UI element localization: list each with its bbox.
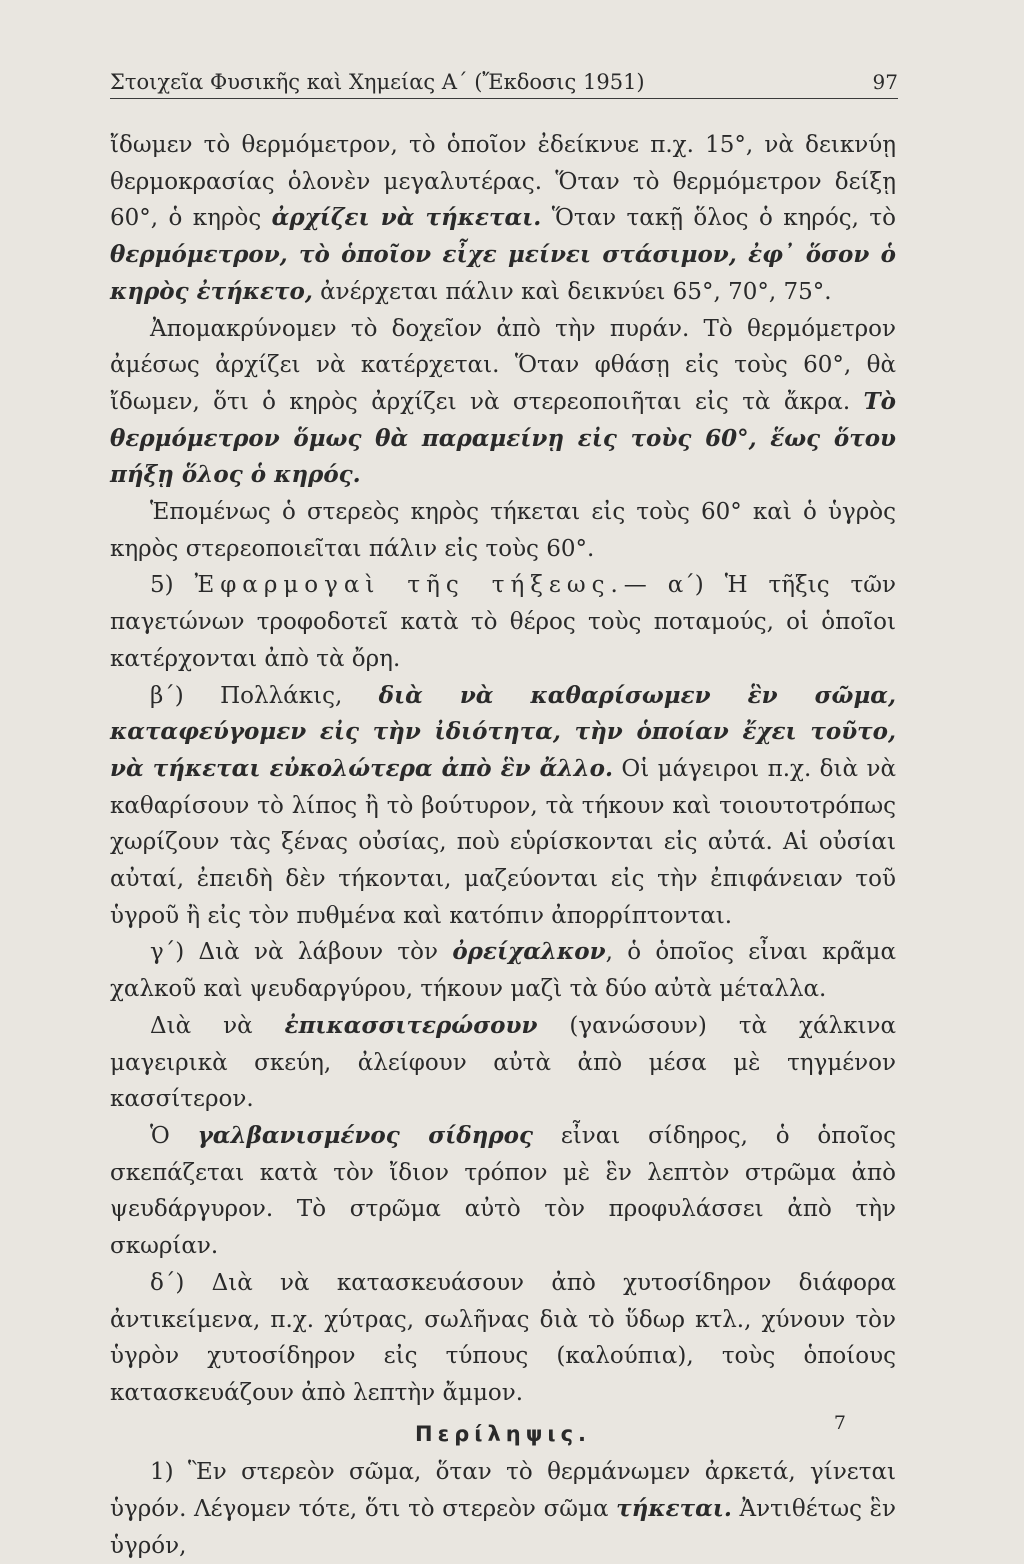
paragraph bbox=[110, 311, 896, 495]
text-run: ἴδωμεν τὸ θερμόμετρον, τὸ ὁποῖον ἐδείκνυε π.χ. 15°, νὰ δεικνύῃ θερμοκρασίας ὁλονὲν μεγαλυτέρας. Ὅταν τὸ θερμόμετρον δείξῃ 60°, ὁ κηρὸς bbox=[110, 132, 896, 232]
text-run: Ἀντιθέτως ἓν ὑγρόν, bbox=[110, 1496, 896, 1559]
text-run: , ὁ ὁποῖος εἶναι κρᾶμα χαλκοῦ καὶ ψευδαργύρου, τήκουν μαζὶ τὰ δύο αὐτὰ μέταλλα. bbox=[110, 939, 896, 1003]
emphasized-text: διὰ νὰ καθαρίσωμεν ἓν σῶμα, καταφεύγομεν εἰς τὴν ἰδιότητα, τὴν ὁποίαν ἔχει τοῦτο, νὰ τήκεται εὐκολώτερα ἀπὸ ἓν ἄλλο. bbox=[110, 681, 896, 782]
emphasized-text: ἀρχίζει νὰ τήκεται. bbox=[271, 204, 542, 232]
text-run: Διὰ νὰ bbox=[150, 1012, 285, 1039]
text-run: Ὁ bbox=[150, 1122, 198, 1149]
spaced-heading-text: Ἐφαρμογαὶ τῆς τήξεως. bbox=[194, 572, 624, 599]
paragraph bbox=[110, 1118, 896, 1265]
text-run: — α΄) Ἡ τῆξις τῶν παγετώνων τροφοδοτεῖ κατὰ τὸ θέρος τοὺς ποταμούς, οἱ ὁποῖοι κατέρχονται ἀπὸ τὰ ὄρη. bbox=[110, 572, 896, 672]
page-number: 97 bbox=[872, 70, 898, 94]
text-run: β΄) Πολλάκις, bbox=[150, 682, 379, 709]
paragraph bbox=[110, 494, 896, 567]
paragraph bbox=[110, 1265, 896, 1412]
summary-heading: Περίληψις. bbox=[415, 1421, 591, 1446]
running-title: Στοιχεῖα Φυσικῆς καὶ Χημείας Α΄ (Ἔκδοσις 1951) bbox=[110, 70, 645, 94]
text-run: Ἑπομένως ὁ στερεὸς κηρὸς τήκεται εἰς τοὺς 60° καὶ ὁ ὑγρὸς κηρὸς στερεοποιεῖται πάλιν εἰς τοὺς 60°. bbox=[110, 499, 896, 562]
emphasized-text: Τὸ θερμόμετρον ὅμως θὰ παραμείνῃ εἰς τοὺς 60°, ἕως ὅτου πήξῃ ὅλος ὁ κηρός. bbox=[110, 387, 896, 489]
text-run: ἀνέρχεται πάλιν καὶ δεικνύει 65°, 70°, 75°. bbox=[312, 278, 832, 305]
emphasized-text: τήκεται. bbox=[616, 1495, 732, 1523]
emphasized-text: θερμόμετρον, τὸ ὁποῖον εἶχε μείνει στάσιμον, ἐφ᾿ ὅσον ὁ κηρὸς ἐτήκετο, bbox=[110, 241, 896, 305]
running-header bbox=[110, 70, 898, 99]
emphasized-text: ἐπικασσιτερώσουν bbox=[284, 1011, 538, 1039]
text-run: Ὅταν τακῇ ὅλος ὁ κηρός, τὸ bbox=[541, 205, 896, 232]
printer-signature-mark: 7 bbox=[833, 1412, 846, 1434]
text-run: εἶναι σίδηρος, ὁ ὁποῖος σκεπάζεται κατὰ τὸν ἴδιον τρόπον μὲ ἓν λεπτὸν στρῶμα ἀπὸ ψευδάργυρον. Τὸ στρῶμα αὐτὸ τὸν προφυλάσσει ἀπὸ τὴν σκωρίαν. bbox=[110, 1122, 896, 1260]
emphasized-text: ὀρείχαλκον bbox=[452, 938, 606, 966]
paragraph bbox=[110, 567, 896, 677]
paragraph bbox=[110, 678, 896, 935]
page-body bbox=[110, 127, 896, 1564]
text-run: 5) bbox=[150, 572, 195, 599]
text-run: Οἱ μάγειροι π.χ. διὰ νὰ καθαρίσουν τὸ λίπος ἢ τὸ βούτυρον, τὰ τήκουν καὶ τοιουτοτρόπως χωρίζουν τὰς ξένας οὐσίας, ποὺ εὑρίσκονται εἰς αὐτά. Αἱ οὐσίαι αὐταί, ἐπειδὴ δὲν τήκονται, μαζεύονται εἰς τὴν ἐπιφάνειαν τοῦ ὑγροῦ ἢ εἰς τὸν πυθμένα καὶ κατόπιν ἀπορρίπτονται. bbox=[110, 755, 896, 929]
text-run: Ἀπομακρύνομεν τὸ δοχεῖον ἀπὸ τὴν πυράν. Τὸ θερμόμετρον ἀμέσως ἀρχίζει νὰ κατέρχεται. Ὅταν φθάσῃ εἰς τοὺς 60°, θὰ ἴδωμεν, ὅτι ὁ κηρὸς ἀρχίζει νὰ στερεοποιῆται εἰς τὰ ἄκρα. bbox=[110, 315, 896, 415]
summary-paragraph bbox=[110, 1454, 896, 1564]
text-run: 1) Ἓν στερεὸν σῶμα, ὅταν τὸ θερμάνωμεν ἀρκετά, γίνεται ὑγρόν. Λέγομεν τότε, ὅτι τὸ στερεὸν σῶμα bbox=[110, 1459, 896, 1523]
text-run: (γανώσουν) τὰ χάλκινα μαγειρικὰ σκεύη, ἀλείφουν αὐτὰ ἀπὸ μέσα μὲ τηγμένον κασσίτερον. bbox=[110, 1012, 896, 1113]
text-run: δ΄) Διὰ νὰ κατασκευάσουν ἀπὸ χυτοσίδηρον διάφορα ἀντικείμενα, π.χ. χύτρας, σωλῆνας διὰ τὸ ὕδωρ κτλ., χύνουν τὸν ὑγρὸν χυτοσίδηρον εἰς τύπους (καλούπια), τοὺς ὁποίους κατασκευάζουν ἀπὸ λεπτὴν ἄμμον. bbox=[110, 1269, 896, 1406]
emphasized-text: γαλβανισμένος σίδηρος bbox=[197, 1121, 534, 1149]
text-run: γ΄) Διὰ νὰ λάβουν τὸν bbox=[150, 939, 453, 966]
paragraph bbox=[110, 934, 896, 1007]
paragraph bbox=[110, 1008, 896, 1118]
paragraph bbox=[110, 127, 896, 311]
